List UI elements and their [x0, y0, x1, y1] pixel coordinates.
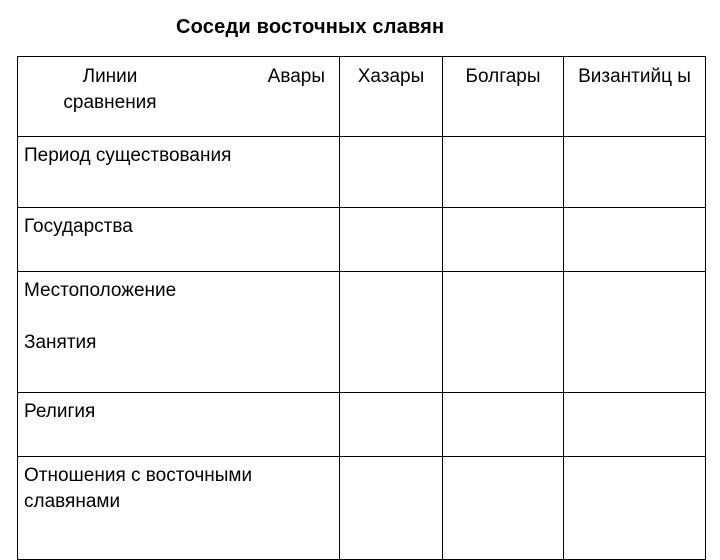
- table-cell[interactable]: [443, 393, 564, 457]
- table-row: [18, 393, 706, 457]
- table-cell[interactable]: [340, 393, 443, 457]
- table-header-row: [18, 57, 706, 137]
- column-header-bulgars: Болгары: [443, 57, 564, 137]
- row-label-religion: Религия: [18, 393, 340, 457]
- table-cell[interactable]: [564, 457, 706, 560]
- table-cell[interactable]: [340, 137, 443, 208]
- table-cell[interactable]: [443, 457, 564, 560]
- column-header-khazars: Хазары: [340, 57, 443, 137]
- comparison-table: [17, 56, 706, 560]
- table-cell[interactable]: [443, 137, 564, 208]
- table-row: [18, 457, 706, 560]
- row-label-location: Местоположение: [24, 280, 177, 301]
- table-cell[interactable]: [340, 457, 443, 560]
- table-cell[interactable]: [443, 208, 564, 272]
- row-label-states: Государства: [18, 208, 340, 272]
- table-cell[interactable]: [564, 137, 706, 208]
- table-cell[interactable]: [564, 272, 706, 393]
- row-label-relations: Отношения с восточными славянами: [18, 457, 340, 560]
- row-label-period: Период существования: [18, 137, 340, 208]
- table-cell[interactable]: [340, 272, 443, 393]
- table-row: [18, 137, 706, 208]
- page-title: Соседи восточных славян: [176, 16, 445, 38]
- column-header-avars: Авары: [267, 66, 325, 87]
- table-row: [18, 272, 706, 393]
- table-cell[interactable]: [564, 393, 706, 457]
- header-cell-comparison-lines: [18, 57, 340, 137]
- row-label-location-occupations: [18, 272, 340, 393]
- table-row: [18, 208, 706, 272]
- table-cell[interactable]: [340, 208, 443, 272]
- table-cell[interactable]: [564, 208, 706, 272]
- table-cell[interactable]: [443, 272, 564, 393]
- column-header-byzantines: Византийц ы: [564, 57, 706, 137]
- row-label-occupations: Занятия: [24, 332, 97, 353]
- comparison-lines-label: Линии сравнения: [63, 66, 157, 113]
